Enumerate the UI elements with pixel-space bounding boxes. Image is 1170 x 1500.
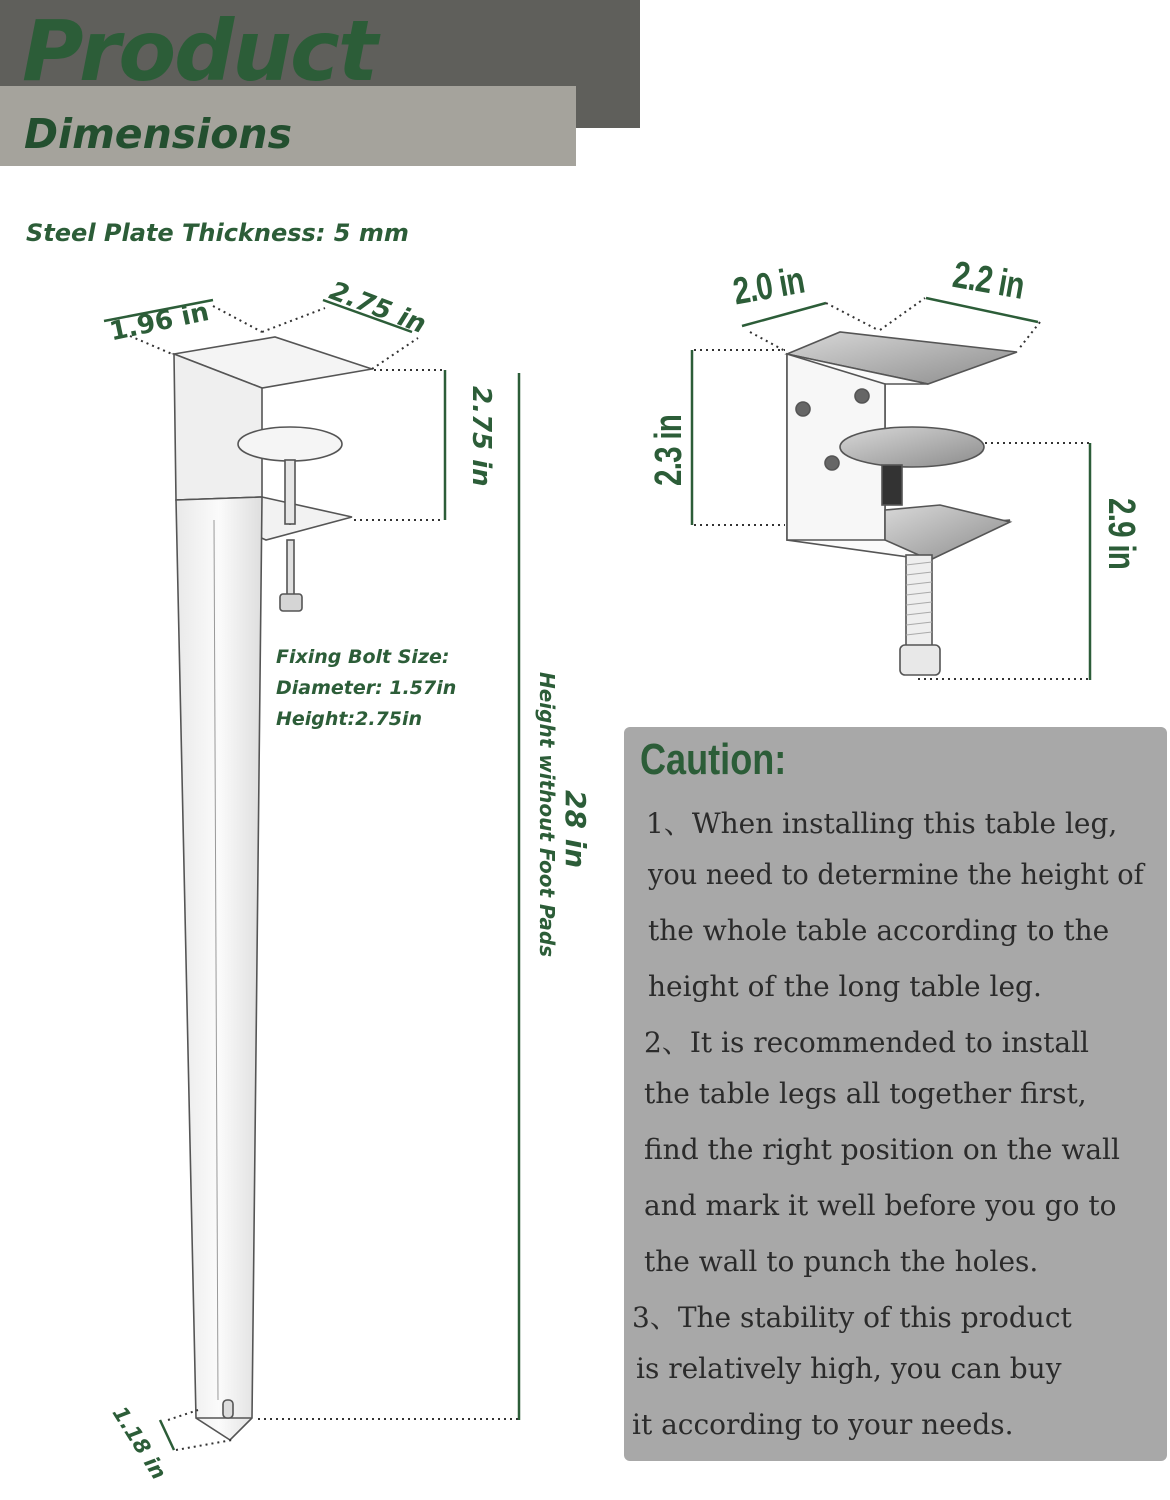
caution-line: 2、It is recommended to install — [644, 1026, 1089, 1059]
caution-line: you need to determine the height of — [648, 858, 1144, 891]
clamp-total-height-label: 2.9 in — [1100, 498, 1142, 570]
caution-title: Caution: — [640, 735, 787, 784]
caution-line: is relatively high, you can buy — [636, 1352, 1062, 1385]
clamp-bracket-drawing — [787, 332, 1017, 675]
bolt-info-line: Diameter: 1.57in — [276, 677, 457, 699]
clamp-depth-label: 2.0 in — [730, 259, 808, 314]
clamp-jaw-height-label: 2.3 in — [648, 414, 690, 486]
bolt-info-line: Fixing Bolt Size: — [276, 646, 450, 668]
caution-line: the whole table according to the — [648, 914, 1110, 947]
leg-height-note: Height without Foot Pads — [535, 672, 559, 958]
caution-line: the wall to punch the holes. — [644, 1245, 1039, 1278]
leg-depth-label: 1.96 in — [107, 297, 212, 348]
leg-width-label: 2.75 in — [325, 276, 430, 341]
leg-clamp-height-label: 2.75 in — [466, 386, 496, 487]
caution-line: 1、When installing this table leg, — [646, 807, 1118, 840]
page-title: Product — [22, 2, 376, 100]
leg-foot-width-label: 1.18 in — [107, 1402, 172, 1484]
thickness-label: Steel Plate Thickness: 5 mm — [26, 219, 409, 247]
clamp-width-label: 2.2 in — [949, 254, 1028, 308]
leg-dimension-lines — [104, 300, 519, 1450]
caution-line: it according to your needs. — [632, 1408, 1014, 1441]
caution-line: height of the long table leg. — [648, 970, 1042, 1003]
bolt-size-info — [276, 642, 456, 735]
caution-line: find the right position on the wall — [644, 1133, 1120, 1166]
caution-line: 3、The stability of this product — [632, 1301, 1072, 1334]
bolt-info-line: Height:2.75in — [276, 708, 423, 730]
leg-total-height-label: 28 in — [559, 790, 592, 869]
caution-line: and mark it well before you go to — [644, 1189, 1117, 1222]
page-subtitle: Dimensions — [24, 110, 293, 158]
table-leg-drawing — [174, 337, 372, 1440]
caution-line: the table legs all together first, — [644, 1077, 1087, 1110]
